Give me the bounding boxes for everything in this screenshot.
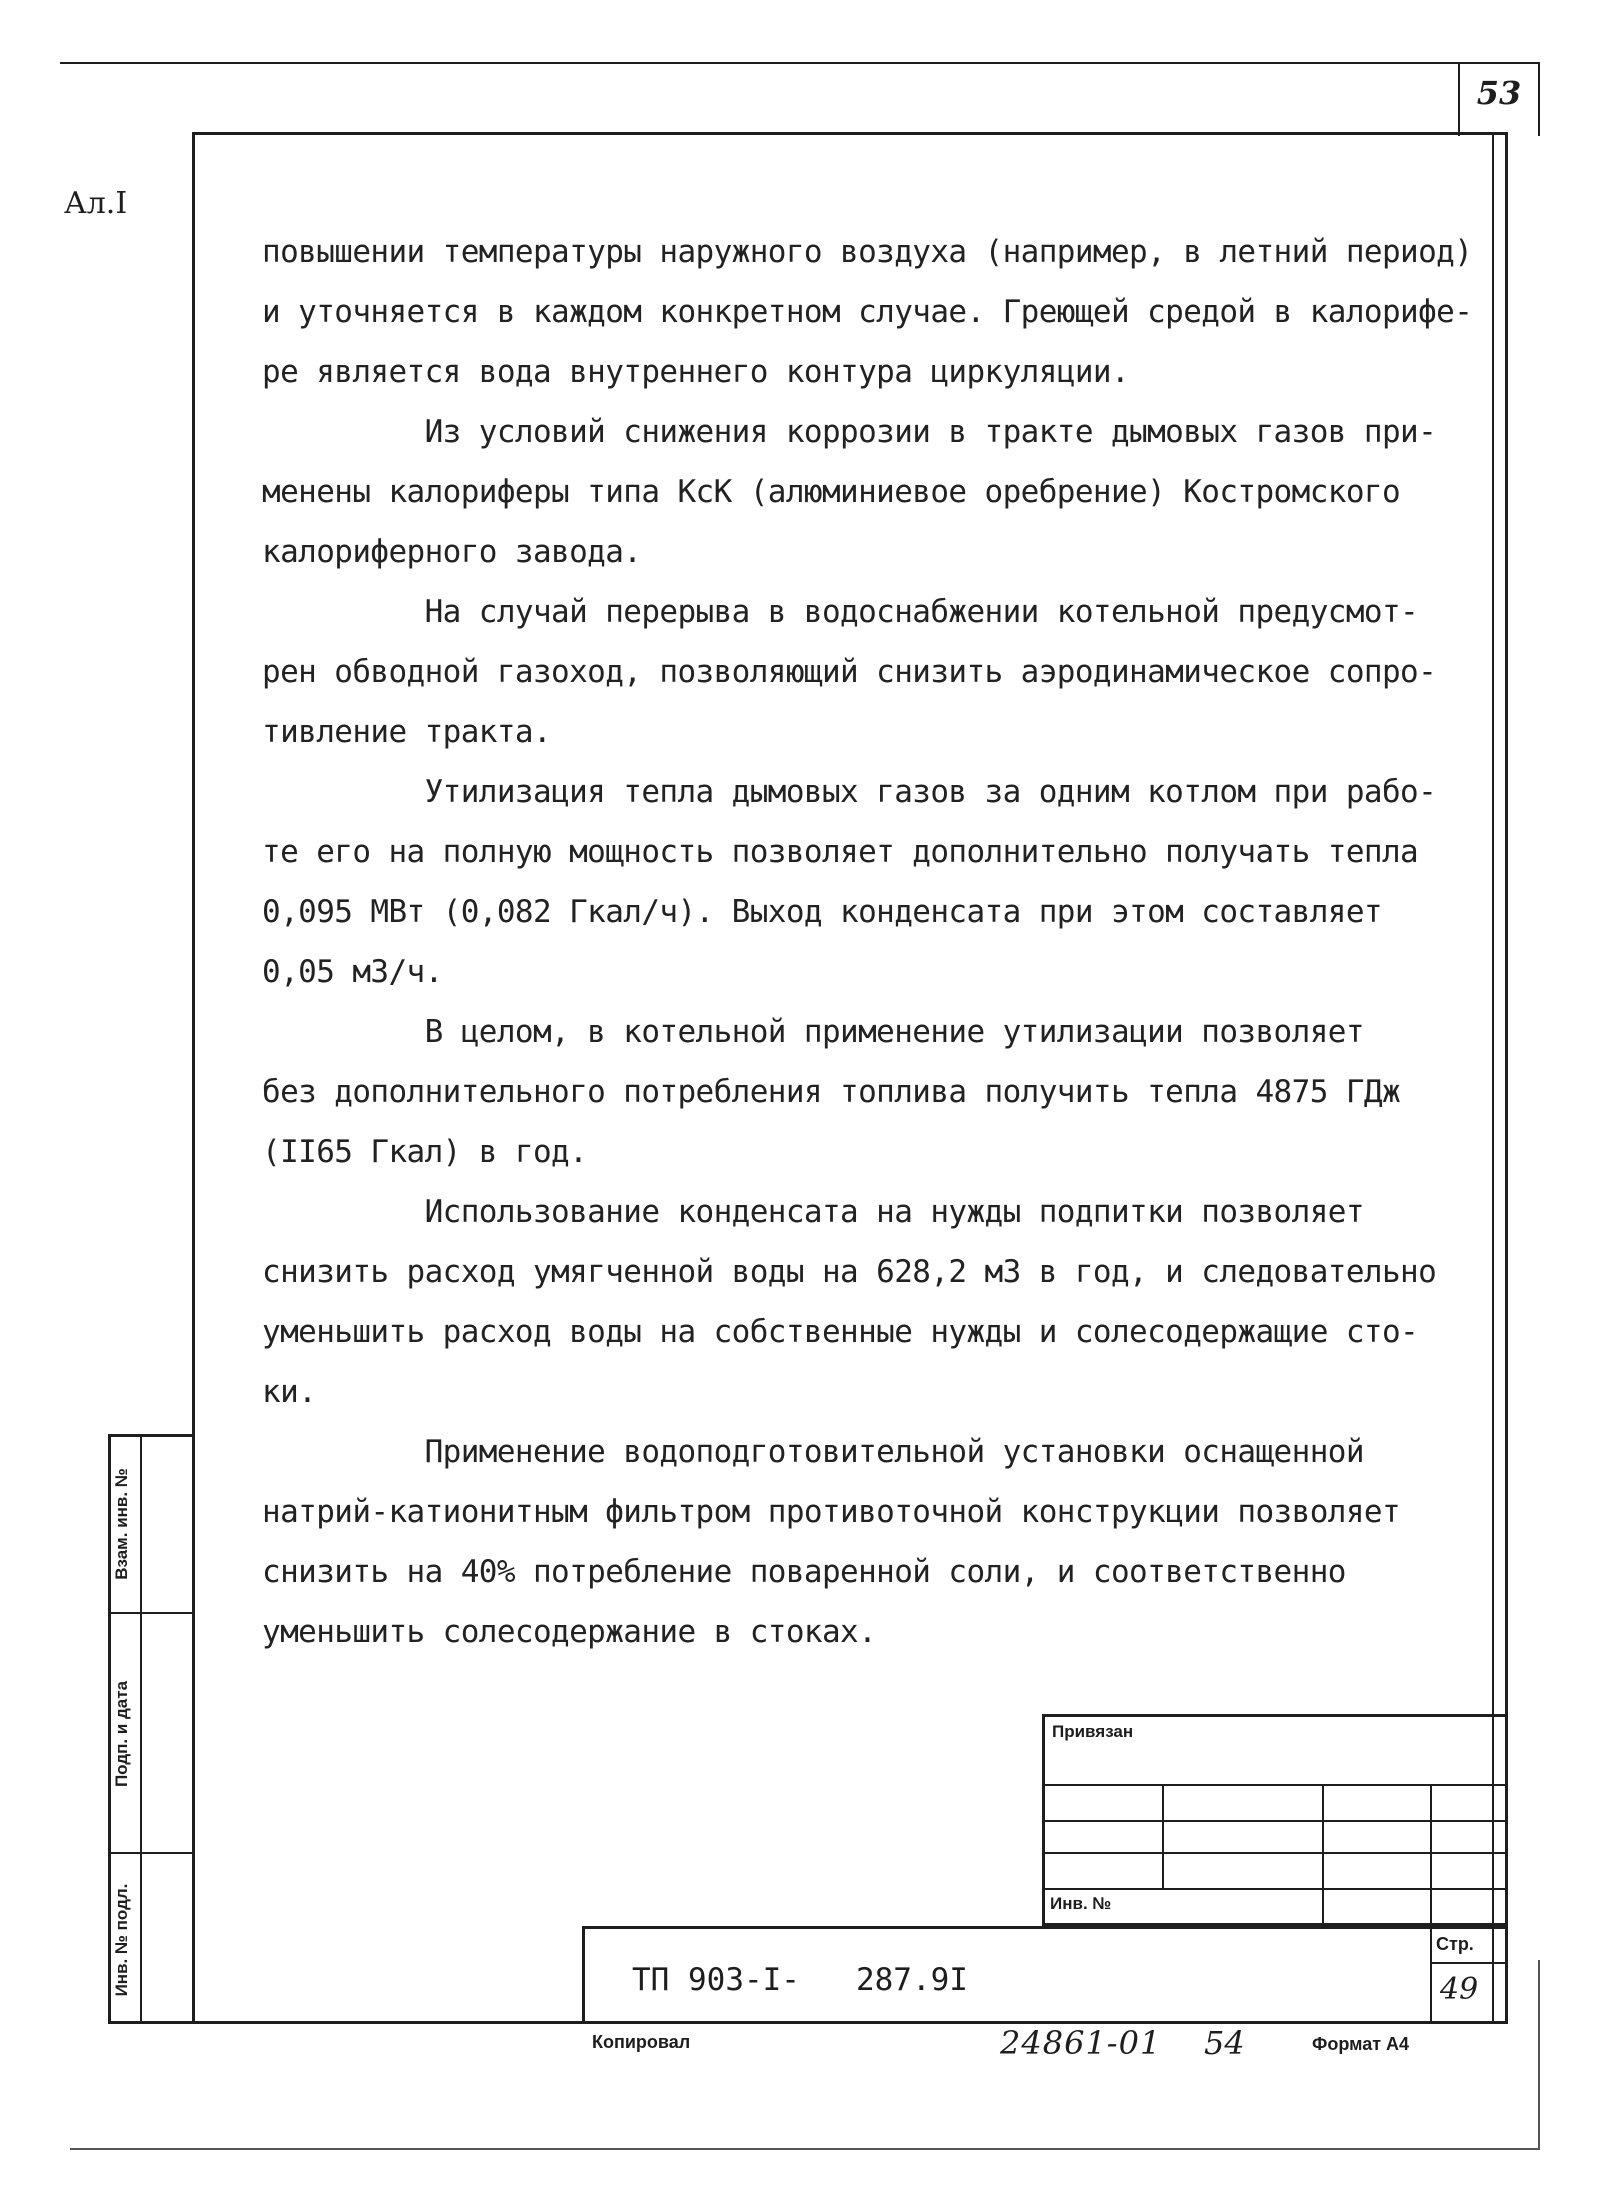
text-line: Использование конденсата на нужды подпитки позволяет	[262, 1194, 1364, 1230]
page-cell-row-line	[1430, 1962, 1508, 1964]
text-line: снизить на 40% потребление поваренной соли, и соответственно	[262, 1554, 1346, 1590]
text-line: те его на полную мощность позволяет дополнительно получать тепла	[262, 834, 1419, 870]
text-line: и уточняется в каждом конкретном случае. Греющей средой в калорифе-	[262, 294, 1473, 330]
inv-no-label: Инв. №	[1050, 1894, 1112, 1913]
text-line: менены калориферы типа КсК (алюминиевое оребрение) Костромского	[262, 474, 1401, 510]
format-label: Формат А4	[1312, 2034, 1410, 2054]
text-line: ки.	[262, 1374, 317, 1410]
body-text	[262, 222, 1482, 1662]
text-line: На случай перерыва в водоснабжении котельной предусмот-	[262, 594, 1419, 630]
text-line: В целом, в котельной применение утилизации позволяет	[262, 1014, 1364, 1050]
stamp-vzam-inv: Взам. инв. №	[112, 1468, 131, 1580]
page-label: Стр.	[1436, 1934, 1474, 1954]
text-line: Утилизация тепла дымовых газов за одним котлом при рабо-	[262, 774, 1437, 810]
privyazan-row-line	[1042, 1852, 1508, 1854]
side-stamp-divider	[140, 1434, 142, 2024]
privyazan-row-line	[1042, 1820, 1508, 1822]
kopiroval-label: Копировал	[592, 2032, 691, 2052]
text-line: без дополнительного потребления топлива получить тепла 4875 ГДж	[262, 1074, 1401, 1110]
text-line: калориферного завода.	[262, 534, 642, 570]
text-line: ре является вода внутреннего контура циркуляции.	[262, 354, 1130, 390]
privyazan-row-line	[1042, 1784, 1508, 1786]
text-line: 0,095 МВт (0,082 Гкал/ч). Выход конденсата при этом составляет	[262, 894, 1382, 930]
text-line: тивление тракта.	[262, 714, 552, 750]
order-number: 24861-01	[1000, 2024, 1162, 2062]
privyazan-col-line	[1430, 1784, 1432, 1926]
text-line: Из условий снижения коррозии в тракте дымовых газов при-	[262, 414, 1437, 450]
page-value: 49	[1440, 1972, 1479, 2007]
right-edge-line	[1538, 1960, 1540, 2150]
text-line: уменьшить расход воды на собственные нужды и солесодержащие сто-	[262, 1314, 1419, 1350]
footer-sheet-number: 54	[1204, 2024, 1245, 2062]
text-line: (II65 Гкал) в год.	[262, 1134, 588, 1170]
text-line: снизить расход умягченной воды на 628,2 м3 в год, и следовательно	[262, 1254, 1437, 1290]
stamp-podp-data: Подп. и дата	[112, 1680, 131, 1788]
privyazan-col-line	[1322, 1784, 1324, 1926]
sheet-number-box-right	[1538, 62, 1540, 136]
top-edge-line	[60, 62, 1538, 64]
text-line: уменьшить солесодержание в стоках.	[262, 1614, 877, 1650]
sheet-number: 53	[1476, 74, 1522, 112]
text-line: рен обводной газоход, позволяющий снизить аэродинамическое сопро-	[262, 654, 1437, 690]
page-cell-divider	[1430, 1926, 1432, 2024]
text-line: 0,05 м3/ч.	[262, 954, 443, 990]
privyazan-row-line	[1042, 1888, 1508, 1890]
document-code: ТП 903-I- 287.9I	[632, 1962, 968, 1998]
privyazan-col-line	[1162, 1784, 1164, 1888]
text-line: Применение водоподготовительной установки оснащенной	[262, 1434, 1364, 1470]
album-label: Ал.I	[64, 186, 128, 221]
bottom-edge-line	[70, 2148, 1540, 2150]
stamp-inv-podl: Инв. № подл.	[112, 1883, 131, 1997]
text-line: повышении температуры наружного воздуха (например, в летний период)	[262, 234, 1473, 270]
text-line: натрий-катионитным фильтром противоточной конструкции позволяет	[262, 1494, 1401, 1530]
sheet-number-box-left	[1458, 62, 1460, 136]
privyazan-label: Привязан	[1052, 1722, 1134, 1741]
